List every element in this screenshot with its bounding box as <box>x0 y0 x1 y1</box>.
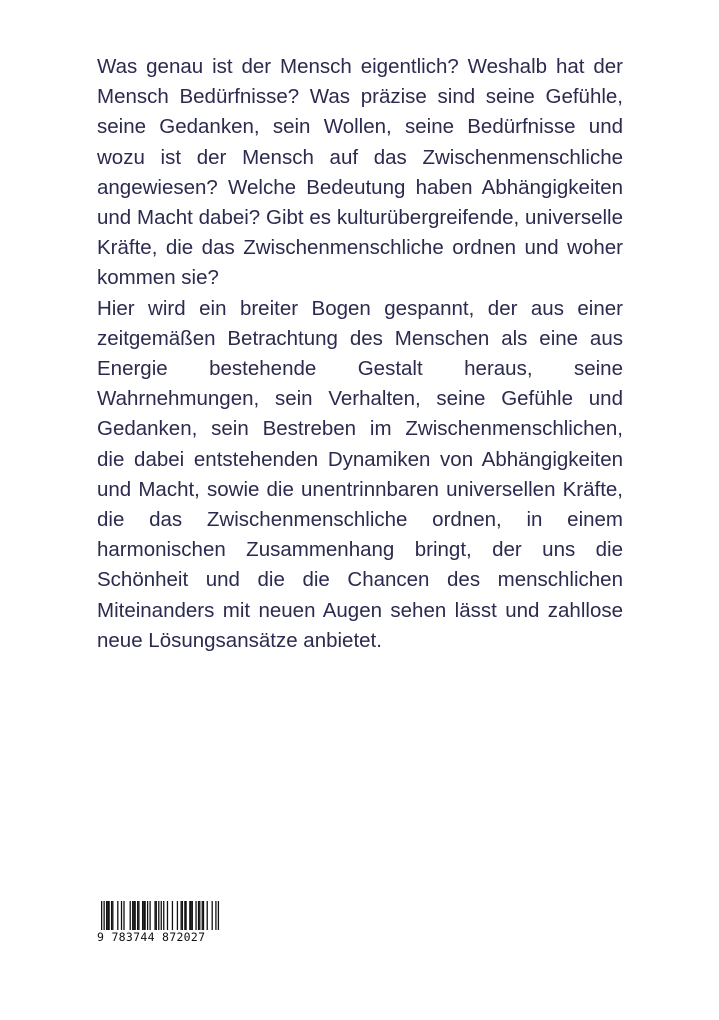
barcode-bar <box>111 901 112 931</box>
isbn-digits: 9 783744 872027 <box>97 930 223 948</box>
barcode-bar <box>190 901 191 931</box>
barcode-bar <box>207 901 208 931</box>
barcode-bar <box>138 901 139 931</box>
back-cover-blurb <box>97 52 623 656</box>
barcode-bar <box>161 901 162 931</box>
barcode-bar <box>137 901 138 931</box>
barcode-bar <box>167 901 168 931</box>
barcode-bar <box>135 901 136 931</box>
barcode-bar <box>189 901 190 931</box>
barcode-bar <box>117 901 118 931</box>
barcode-bar <box>144 901 145 931</box>
barcode-bar <box>184 901 185 931</box>
barcode-bar <box>112 901 113 931</box>
isbn-barcode <box>97 901 223 951</box>
barcode-bar <box>202 901 203 931</box>
barcode-bar <box>154 901 155 931</box>
barcode-bar <box>192 901 193 931</box>
barcode-bar <box>177 901 178 931</box>
barcode-bar <box>156 901 157 931</box>
barcode-bar <box>149 901 150 931</box>
blurb-paragraph-1: Was genau ist der Mensch eigentlich? Weshalb hat der Mensch Bedürfnisse? Was präzise sind seine Gefühle, seine Gedanken, sein Wollen, seine Bedürfnisse und wozu ist der Mensch auf das Zwischenmenschliche angewiesen? Welche Bedeutung haben Abhängigkeiten und Macht dabei? Gibt es kulturübergreifende, universelle Kräfte, die das Zwischenmenschliche ordnen und woher kommen sie? <box>97 55 623 290</box>
barcode-bar <box>198 901 199 931</box>
barcode-bar <box>106 901 107 931</box>
barcode-bar <box>158 901 159 931</box>
barcode-bar <box>142 901 143 931</box>
barcode-bar <box>133 901 134 931</box>
barcode-bar <box>130 901 131 931</box>
barcode-bar <box>185 901 186 931</box>
barcode-bar <box>218 901 219 931</box>
barcode-bar <box>203 901 204 931</box>
barcode-bar <box>215 901 216 931</box>
barcode-bar <box>103 901 104 931</box>
barcode-bar <box>147 901 148 931</box>
barcode-bar <box>121 901 122 931</box>
barcode-bar <box>132 901 133 931</box>
barcode-bar <box>123 901 124 931</box>
blurb-paragraph-2: Hier wird ein breiter Bogen gespannt, der aus einer zeitgemäßen Betrachtung des Menschen als eine aus Energie bestehende Gestalt heraus, seine Wahrnehmungen, sein Verhalten, seine Gefühle und Gedanken, sein Bestreben im Zwischenmenschlichen, die dabei entstehenden Dynamiken von Abhängigkeiten und Macht, sowie die unentrinnbaren universellen Kräfte, die das Zwischenmenschliche ordnen, in einem harmonischen Zusammenhang bringt, der uns die Schönheit und die die Chancen des menschlichen Miteinanders mit neuen Augen sehen lässt und zahllose neue Lösungsansätze anbietet. <box>97 296 623 652</box>
barcode-bar <box>180 901 181 931</box>
barcode-bar <box>101 901 102 931</box>
barcode-bars <box>97 901 223 931</box>
barcode-bar <box>163 901 164 931</box>
barcode-bar <box>143 901 144 931</box>
barcode-bar <box>212 901 213 931</box>
barcode-bar <box>172 901 173 931</box>
barcode-bar <box>107 901 108 931</box>
barcode-bar <box>195 901 196 931</box>
barcode-bar <box>182 901 183 931</box>
barcode-bar <box>199 901 200 931</box>
barcode-bar <box>108 901 109 931</box>
